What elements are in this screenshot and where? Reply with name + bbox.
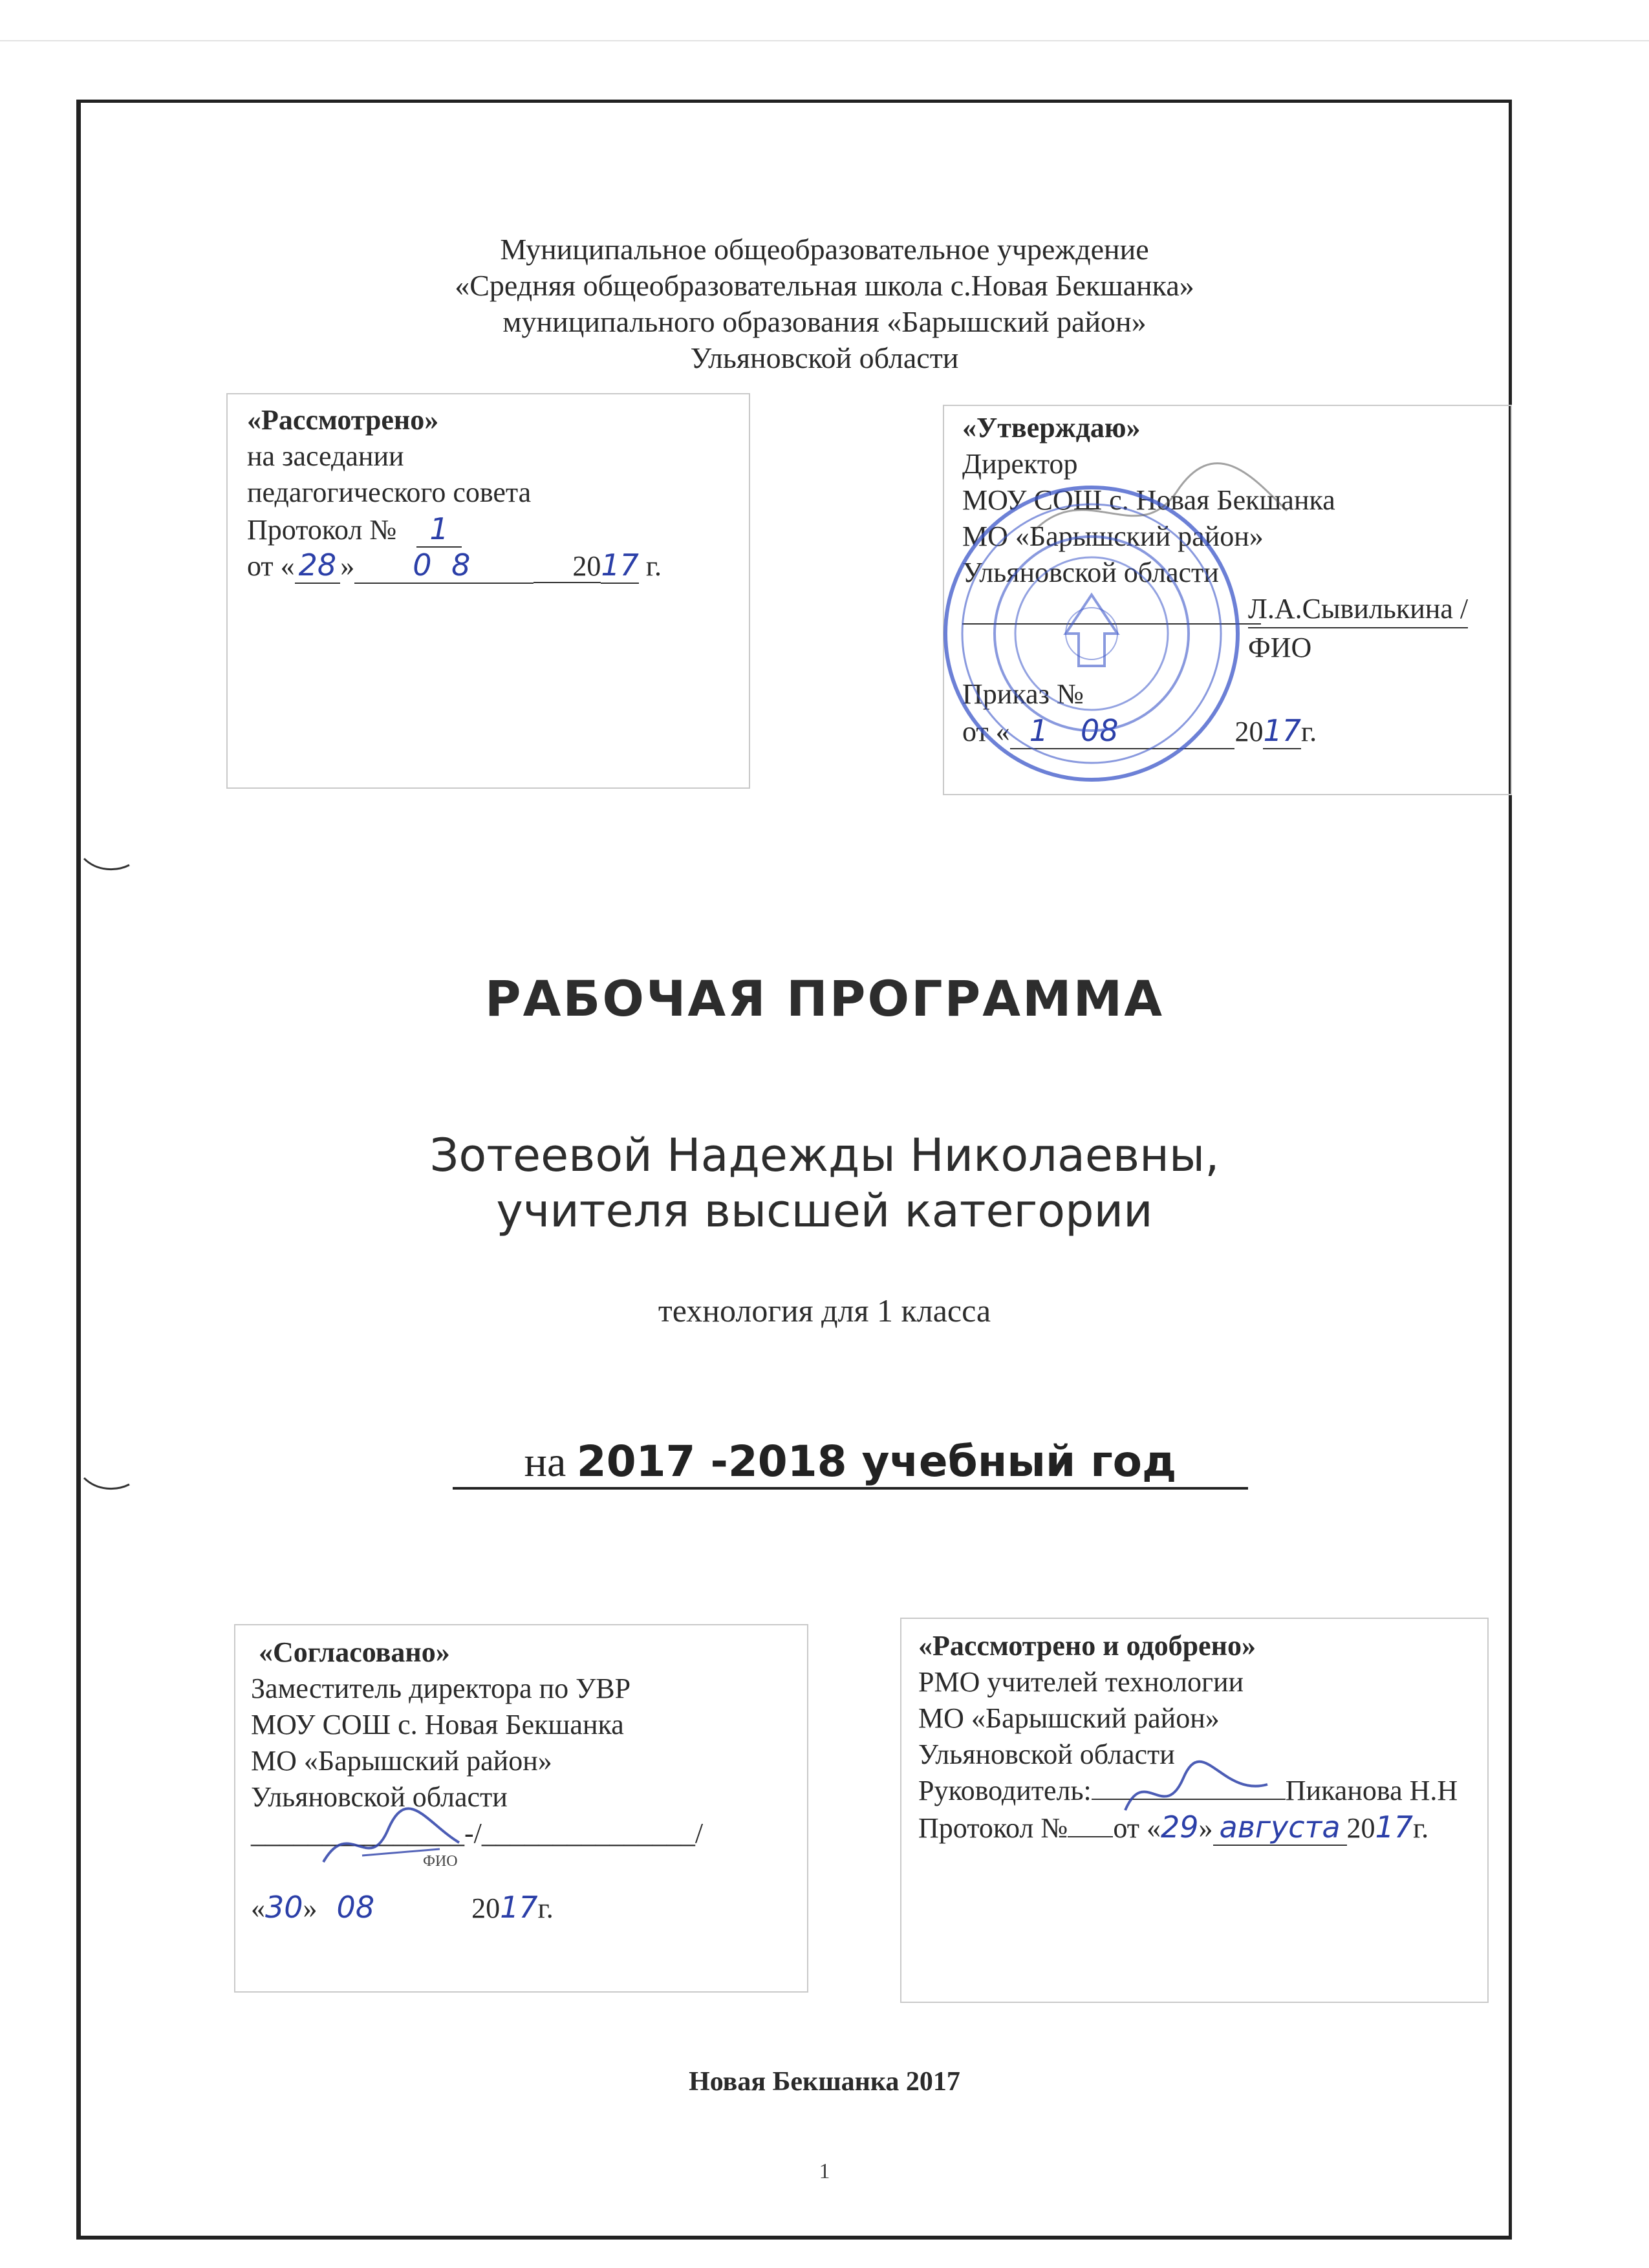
reviewed-protocol (247, 511, 462, 548)
director-signature (1009, 453, 1319, 556)
teacher-name: Зотеевой Надежды Николаевны, (429, 1129, 1220, 1182)
rmo-protocol: Протокол № от «29» августа 2017г. (918, 1810, 1429, 1845)
agreed-year-suffix: 17 (500, 1890, 538, 1925)
approved-line-2: МОУ СОШ с. Новая Бекшанка (962, 484, 1335, 516)
reviewed-line-2: педагогического совета (247, 476, 532, 508)
agreed-date-mid: » (303, 1892, 318, 1924)
agreed-month: 08 (336, 1890, 375, 1925)
document-title: РАБОЧАЯ ПРОГРАММА (484, 970, 1165, 1027)
rmo-signature (1112, 1759, 1280, 1830)
header-line-2: «Средняя общеобразовательная школа с.Новая Бекшанка» (455, 269, 1194, 302)
reviewed-year-suffix: 17 (601, 548, 639, 583)
rmo-date-prefix: от « (1113, 1812, 1161, 1844)
rmo-line-3: Ульяновской области (918, 1738, 1175, 1770)
approved-fio: ФИО (1248, 632, 1312, 663)
scan-mark-lower (78, 1471, 136, 1497)
approved-line-3: МО «Барышский район» (962, 520, 1264, 552)
academic-year (453, 1437, 1248, 1490)
rmo-year-suffix: 17 (1375, 1810, 1414, 1845)
approved-year-suffix: 17 (1263, 713, 1302, 748)
agreed-year-end: г. (537, 1892, 554, 1924)
header-line-4: Ульяновской области (690, 341, 959, 374)
institution-header (0, 231, 1649, 376)
reviewed-month: 0 8 (354, 548, 534, 584)
approved-order: Приказ № (962, 678, 1084, 710)
approved-line-4: Ульяновской области (962, 557, 1219, 588)
approved-day: 1 (1010, 713, 1068, 749)
agreed-line-4: Ульяновской области (251, 1781, 508, 1813)
reviewed-day: 28 (295, 548, 341, 584)
approved-year-end: г. (1301, 716, 1317, 747)
header-line-3: муниципального образования «Барышский район» (502, 305, 1147, 338)
teacher-category: учителя высшей категории (496, 1184, 1153, 1237)
reviewed-heading: «Рассмотрено» (247, 404, 439, 436)
agreed-heading: «Согласовано» (259, 1636, 450, 1668)
deputy-signature (310, 1804, 479, 1881)
agreed-line-1: Заместитель директора по УВР (251, 1673, 631, 1704)
reviewed-block (226, 393, 750, 789)
rmo-head-name: Пиканова Н.Н (1285, 1775, 1458, 1806)
reviewed-date (247, 547, 662, 584)
rmo-head-label: Руководитель: (918, 1775, 1092, 1806)
reviewed-line-1: на заседании (247, 440, 404, 472)
approved-heading: «Утверждаю» (962, 412, 1141, 444)
page-number: 1 (819, 2159, 830, 2183)
agreed-date (251, 1889, 554, 1927)
rmo-month: августа (1213, 1810, 1347, 1846)
rmo-year-end: г. (1413, 1812, 1429, 1844)
agreed-line-2: МОУ СОШ с. Новая Бекшанка (251, 1709, 624, 1740)
agreed-day: 30 (265, 1890, 303, 1925)
rmo-line-2: МО «Барышский район» (918, 1702, 1220, 1734)
subject-line: технология для 1 класса (658, 1292, 991, 1329)
rmo-year-prefix: 20 (1346, 1812, 1375, 1844)
approved-date-prefix: от « (962, 716, 1010, 747)
header-line-1: Муниципальное общеобразовательное учреждение (500, 233, 1149, 266)
reviewed-year-prefix: 20 (534, 550, 601, 583)
rmo-day: 29 (1161, 1810, 1199, 1845)
agreed-date-open: « (251, 1892, 265, 1924)
academic-year-value: 2017 -2018 учебный год (576, 1437, 1177, 1486)
reviewed-date-prefix: от « (247, 550, 295, 582)
rmo-heading: «Рассмотрено и одобрено» (918, 1630, 1256, 1662)
agreed-fio: ФИО (423, 1853, 458, 1870)
academic-year-prefix: на (524, 1439, 577, 1486)
approved-month: 08 (1068, 713, 1235, 749)
scan-top-rule (0, 40, 1649, 41)
rmo-line-1: РМО учителей технологии (918, 1666, 1244, 1698)
rmo-protocol-blank (1068, 1836, 1113, 1837)
reviewed-year-end: г. (638, 550, 662, 582)
reviewed-protocol-label: Протокол № (247, 514, 397, 546)
approved-year-prefix: 20 (1234, 716, 1264, 747)
approved-line-1: Директор (962, 448, 1078, 480)
approved-signer: Л.А.Сывилькина / (1248, 591, 1468, 628)
agreed-year-prefix: 20 (471, 1892, 501, 1924)
footer-place-year: Новая Бекшанка 2017 (689, 2067, 960, 2097)
agreed-line-3: МО «Барышский район» (251, 1745, 552, 1777)
agreed-signature-line: _______________-/_______________/ (251, 1817, 704, 1849)
reviewed-protocol-number: 1 (416, 511, 461, 548)
reviewed-date-mid: » (340, 550, 355, 582)
rmo-protocol-label: Протокол № (918, 1812, 1068, 1844)
scan-mark-upper (78, 852, 136, 878)
